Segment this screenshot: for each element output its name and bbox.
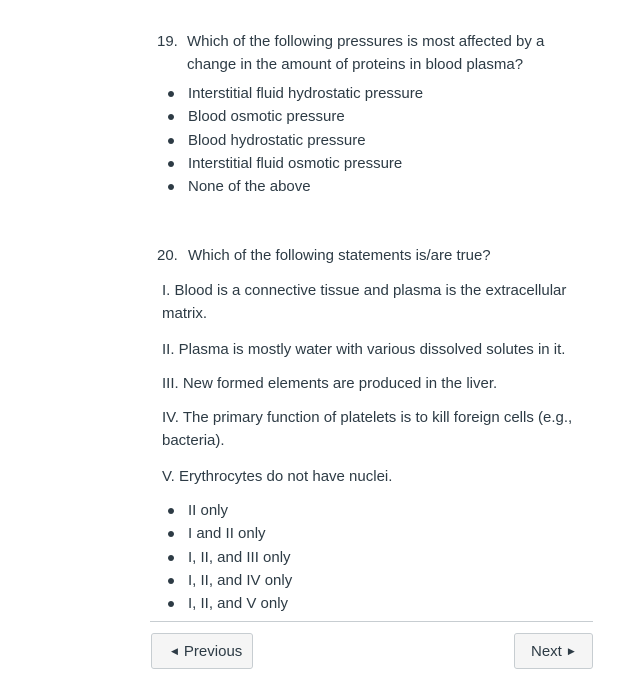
bullet-icon — [168, 91, 174, 97]
question-19-options — [168, 82, 423, 198]
option-label: I, II, and IV only — [188, 571, 293, 589]
option-item — [168, 175, 423, 198]
question-text: Which of the following pressures is most affected by a change in the amount of proteins in blood plasma? — [187, 33, 545, 73]
bullet-icon — [168, 531, 174, 537]
option-item — [168, 129, 423, 152]
statement-1: I. Blood is a connective tissue and plasma is the extracellular matrix. — [162, 282, 567, 322]
statement-3: III. New formed elements are produced in the liver. — [162, 375, 498, 392]
question-19 — [157, 30, 577, 76]
option-item — [168, 499, 292, 522]
option-label: Interstitial fluid hydrostatic pressure — [188, 85, 424, 102]
statement-4: IV. The primary function of platelets is to kill foreign cells (e.g., bacteria). — [162, 409, 573, 449]
previous-button[interactable] — [151, 633, 253, 669]
statement-2: II. Plasma is mostly water with various dissolved solutes in it. — [162, 341, 566, 358]
question-number: 19. — [157, 33, 178, 50]
option-label: I and II only — [188, 525, 266, 543]
question-20-options — [168, 499, 292, 615]
option-item — [168, 82, 423, 105]
statement-5: V. Erythrocytes do not have nuclei. — [162, 468, 393, 485]
bullet-icon — [168, 138, 174, 144]
option-item — [168, 592, 292, 615]
option-item — [168, 105, 423, 128]
option-item — [168, 546, 292, 569]
option-label: Interstitial fluid osmotic pressure — [188, 154, 403, 172]
triangle-left-icon: ◀ — [171, 645, 178, 656]
option-label: I, II, and V only — [188, 595, 289, 613]
question-number: 20. — [157, 247, 178, 264]
option-label: I, II, and III only — [188, 548, 291, 566]
option-item — [168, 569, 292, 592]
previous-label: Previous — [183, 642, 243, 660]
bullet-icon — [168, 578, 174, 584]
option-label: Blood hydrostatic pressure — [188, 131, 366, 149]
bullet-icon — [168, 114, 174, 120]
bullet-icon — [168, 184, 174, 190]
triangle-right-icon: ▶ — [567, 645, 575, 656]
option-item — [168, 152, 423, 175]
question-20 — [157, 244, 587, 267]
bullet-icon — [168, 555, 174, 561]
next-button[interactable] — [514, 633, 593, 669]
bullet-icon — [168, 161, 174, 167]
bullet-icon — [168, 508, 174, 514]
option-item — [168, 522, 292, 545]
question-text: Which of the following statements is/are true? — [188, 247, 491, 264]
next-label: Next — [531, 642, 562, 660]
bullet-icon — [168, 601, 174, 607]
option-label: None of the above — [188, 178, 311, 196]
option-label: Blood osmotic pressure — [188, 108, 345, 126]
option-label: II only — [188, 502, 229, 519]
nav-divider — [150, 621, 593, 622]
